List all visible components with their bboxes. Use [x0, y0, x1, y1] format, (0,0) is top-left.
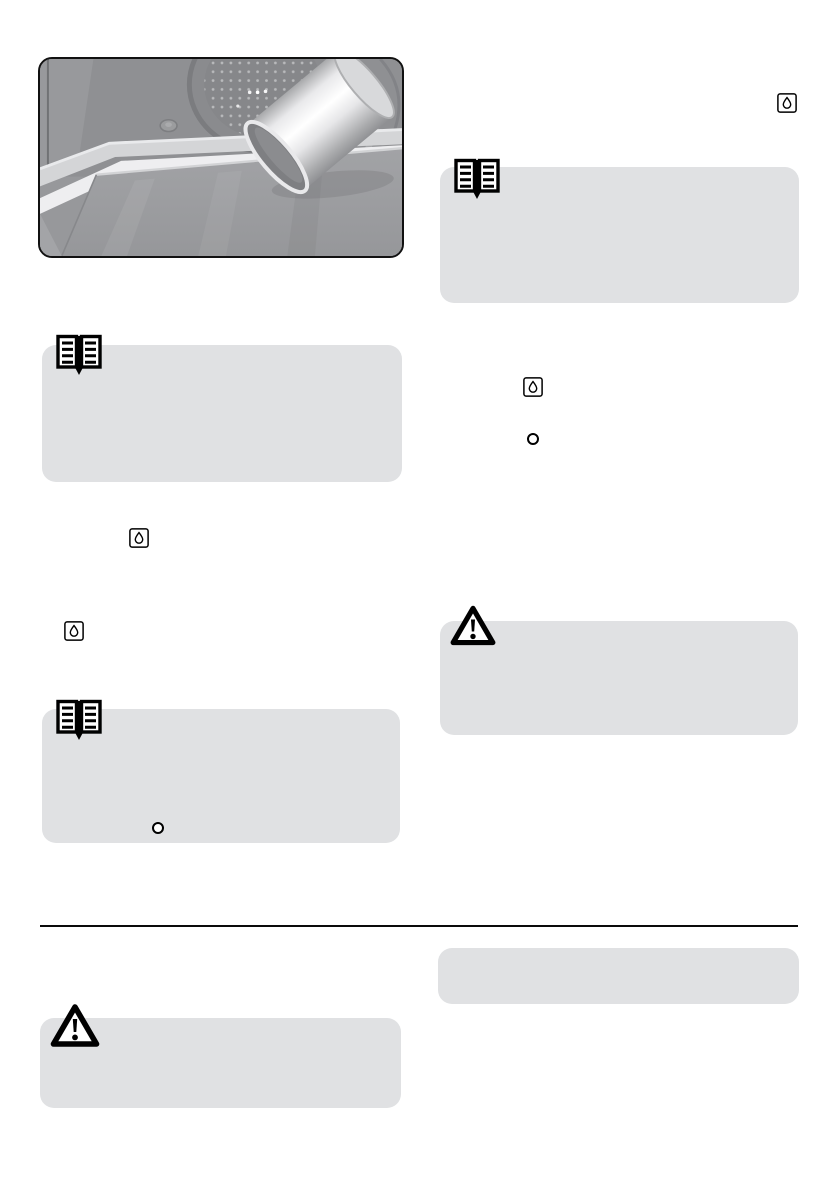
indicator-ring-icon: [527, 433, 539, 445]
section-divider-rule: [40, 925, 798, 927]
warning-triangle-icon: [449, 603, 497, 647]
water-droplet-button-icon: [777, 93, 797, 113]
water-droplet-button-icon: [523, 377, 543, 397]
plain-box-right-bottom: [438, 948, 799, 1004]
warning-triangle-icon: [49, 1002, 101, 1048]
open-book-icon: [54, 333, 104, 377]
open-book-icon: [452, 157, 502, 201]
water-droplet-button-icon: [64, 621, 84, 641]
open-book-icon: [54, 698, 104, 742]
appliance-interior-photo: [38, 57, 404, 258]
indicator-ring-icon: [152, 822, 164, 834]
plain-box-right-bottom-text: [438, 948, 799, 1006]
water-droplet-button-icon: [129, 528, 149, 548]
appliance-interior-illustration: [40, 59, 402, 256]
